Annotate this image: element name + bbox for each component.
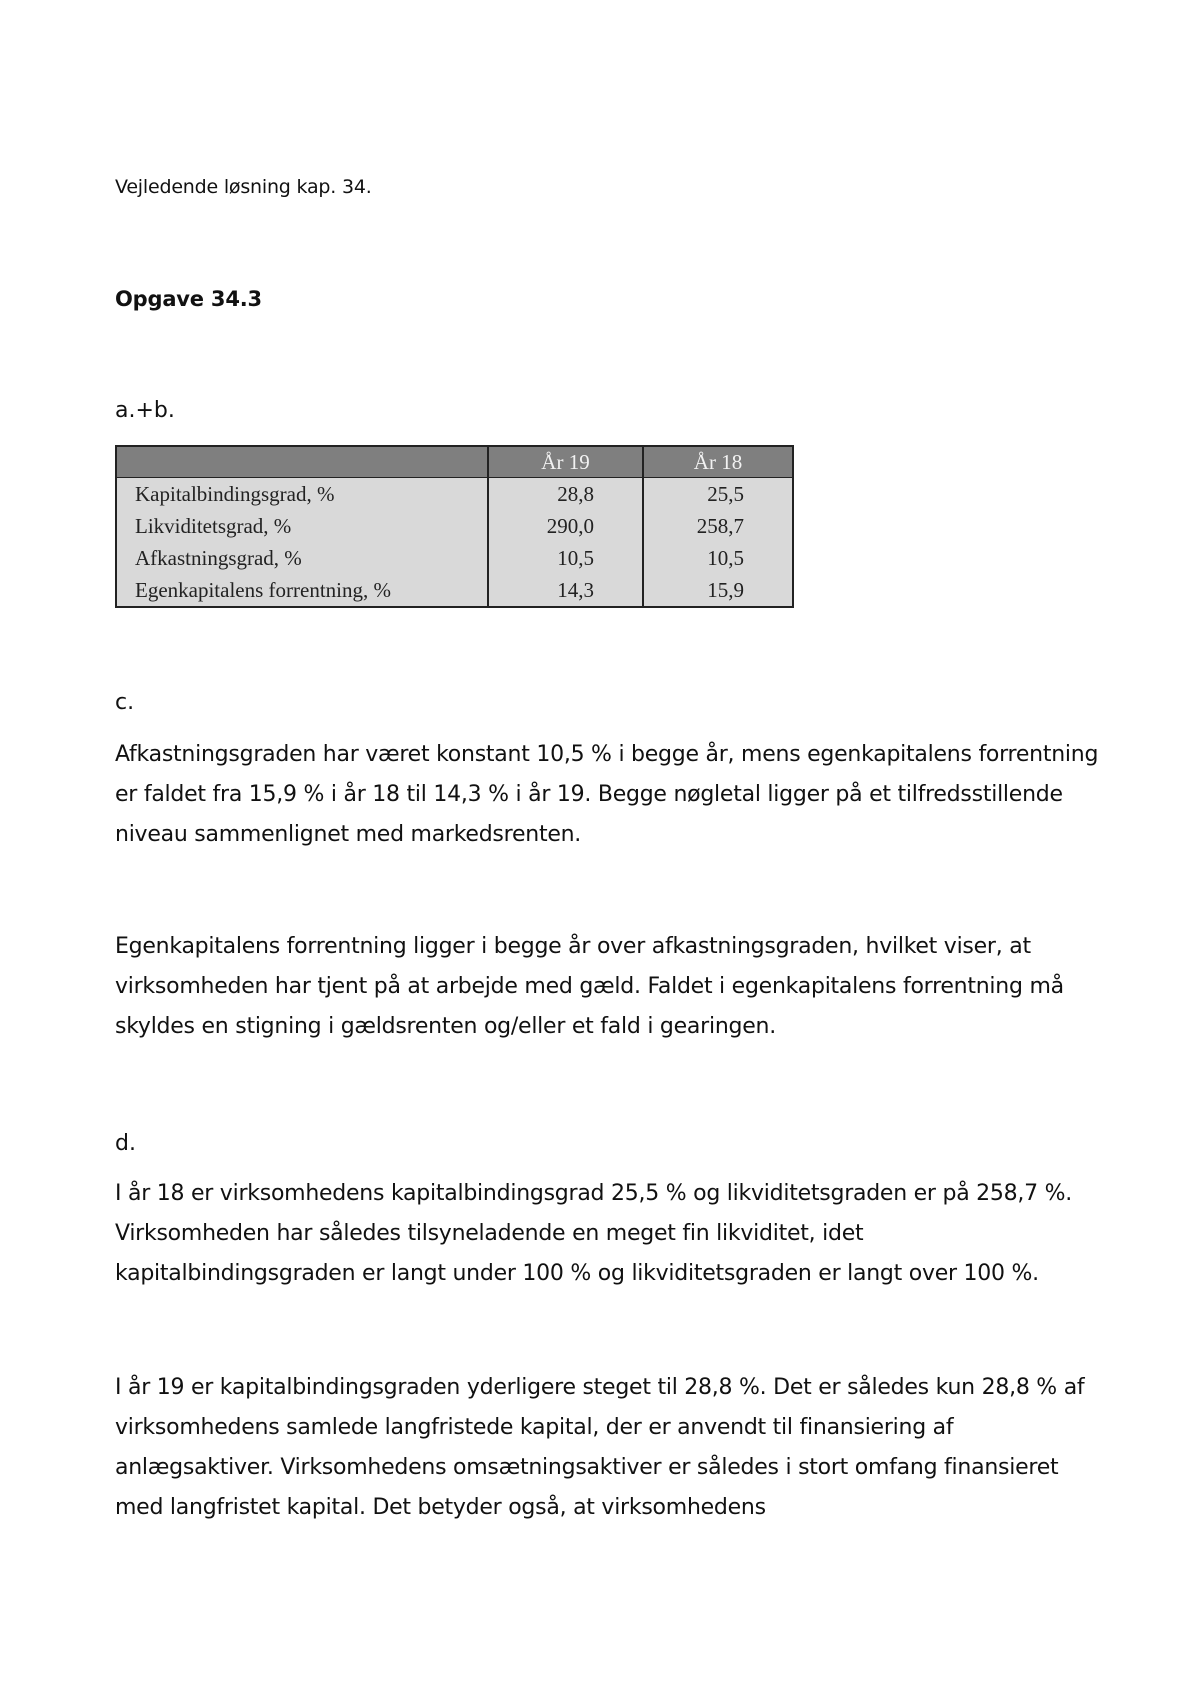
table-row: [116, 542, 793, 574]
cell-year18: 10,5: [643, 542, 793, 574]
table-row: [116, 510, 793, 542]
section-ab-label: a.+b.: [115, 398, 175, 423]
section-d-paragraph-1: I år 18 er virksomhedens kapitalbindingsgrad 25,5 % og likviditetsgraden er på 258,7 %. Virksomheden har således tilsyneladende en meget fin likviditet, idet kapitalbindingsgraden er langt under 100 % og likviditetsgraden er langt over 100 %.: [115, 1181, 1073, 1286]
table-row: [116, 478, 793, 511]
table-header-row: [116, 446, 793, 478]
cell-year18: 25,5: [643, 478, 793, 511]
section-c-label: c.: [115, 690, 135, 715]
cell-year19: 14,3: [488, 574, 643, 607]
document-header: Vejledende løsning kap. 34.: [115, 176, 372, 198]
column-header-year18: År 18: [643, 446, 793, 478]
row-label: Likviditetsgrad, %: [135, 514, 292, 538]
cell-year18: 15,9: [643, 574, 793, 607]
cell-year18: 258,7: [643, 510, 793, 542]
cell-year19: 28,8: [488, 478, 643, 511]
section-c-paragraph-2: Egenkapitalens forrentning ligger i begge år over afkastningsgraden, hvilket viser, at virksomheden har tjent på at arbejde med gæld. Faldet i egenkapitalens forrentning må skyldes en stigning i gældsrenten og/eller et fald i gearingen.: [115, 934, 1064, 1039]
table-row: [116, 574, 793, 607]
key-figures-table: [115, 445, 794, 608]
cell-year19: 290,0: [488, 510, 643, 542]
row-label: Egenkapitalens forrentning, %: [135, 578, 391, 602]
exercise-heading: Opgave 34.3: [115, 287, 262, 311]
row-label: Kapitalbindingsgrad, %: [135, 482, 335, 506]
cell-year19: 10,5: [488, 542, 643, 574]
section-c-paragraph-1: Afkastningsgraden har været konstant 10,5 % i begge år, mens egenkapitalens forrentning er faldet fra 15,9 % i år 18 til 14,3 % i år 19. Begge nøgletal ligger på et tilfredsstillende niveau sammenlignet med markedsrenten.: [115, 742, 1099, 847]
section-d-paragraph-2: I år 19 er kapitalbindingsgraden yderligere steget til 28,8 %. Det er således kun 28,8 % af virksomhedens samlede langfristede kapital, der er anvendt til finansiering af anlægsaktiver. Virksomhedens omsætningsaktiver er således i stort omfang finansieret med langfristet kapital. Det betyder også, at virksomhedens: [115, 1375, 1085, 1520]
row-label: Afkastningsgrad, %: [135, 546, 302, 570]
column-header-label: [116, 446, 488, 478]
section-d-label: d.: [115, 1131, 136, 1156]
column-header-year19: År 19: [488, 446, 643, 478]
